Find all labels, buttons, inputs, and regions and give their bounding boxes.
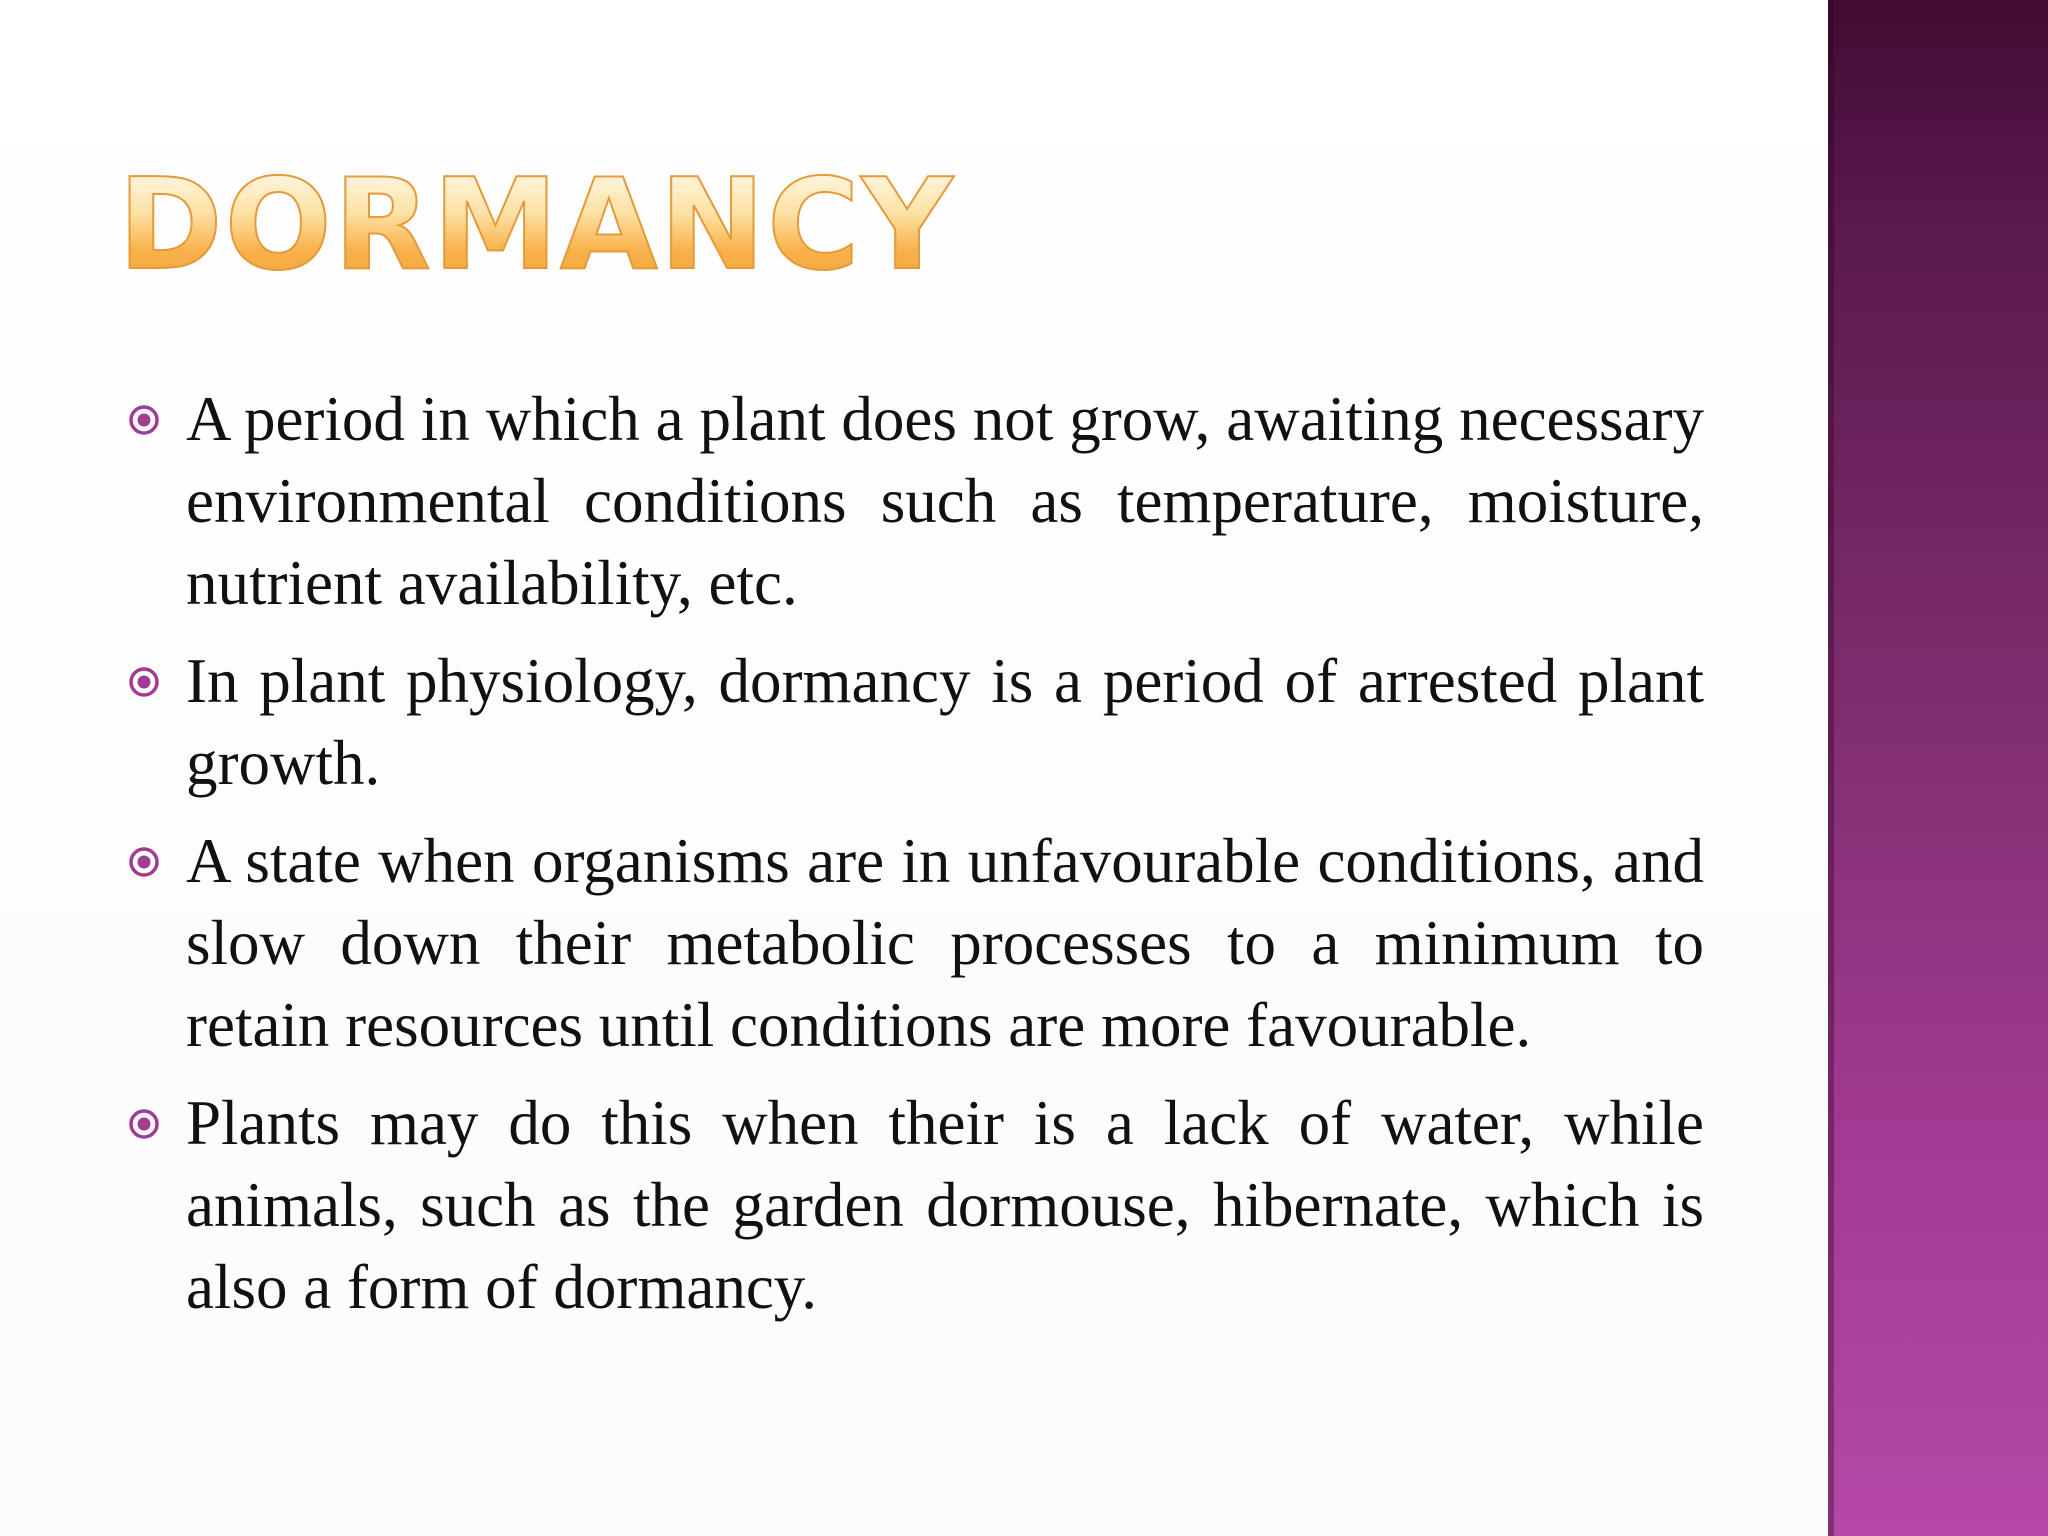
bullet-item bbox=[126, 378, 1704, 624]
radio-bullet-icon bbox=[128, 666, 160, 698]
bullet-item bbox=[126, 820, 1704, 1066]
bullet-text: Plants may do this when their is a lack of water, while animals, such as the garden dormouse, hibernate, which is also a form of dormancy. bbox=[186, 1088, 1704, 1322]
slide-title: DORMANCY bbox=[118, 151, 955, 298]
bullet-text: A state when organisms are in unfavourable conditions, and slow down their metabolic processes to a minimum to retain resources until conditions are more favourable. bbox=[186, 826, 1704, 1060]
bullet-item bbox=[126, 1082, 1704, 1328]
radio-bullet-icon bbox=[128, 1108, 160, 1140]
decorative-side-band bbox=[1828, 0, 2048, 1536]
bullet-item bbox=[126, 640, 1704, 804]
bullet-text: In plant physiology, dormancy is a period of arrested plant growth. bbox=[186, 646, 1704, 798]
radio-bullet-icon bbox=[128, 404, 160, 436]
bullet-list bbox=[126, 378, 1704, 1328]
radio-bullet-icon bbox=[128, 846, 160, 878]
bullet-text: A period in which a plant does not grow, awaiting necessary environmental conditions such as temperature, moisture, nutrient availability, etc. bbox=[186, 384, 1704, 618]
